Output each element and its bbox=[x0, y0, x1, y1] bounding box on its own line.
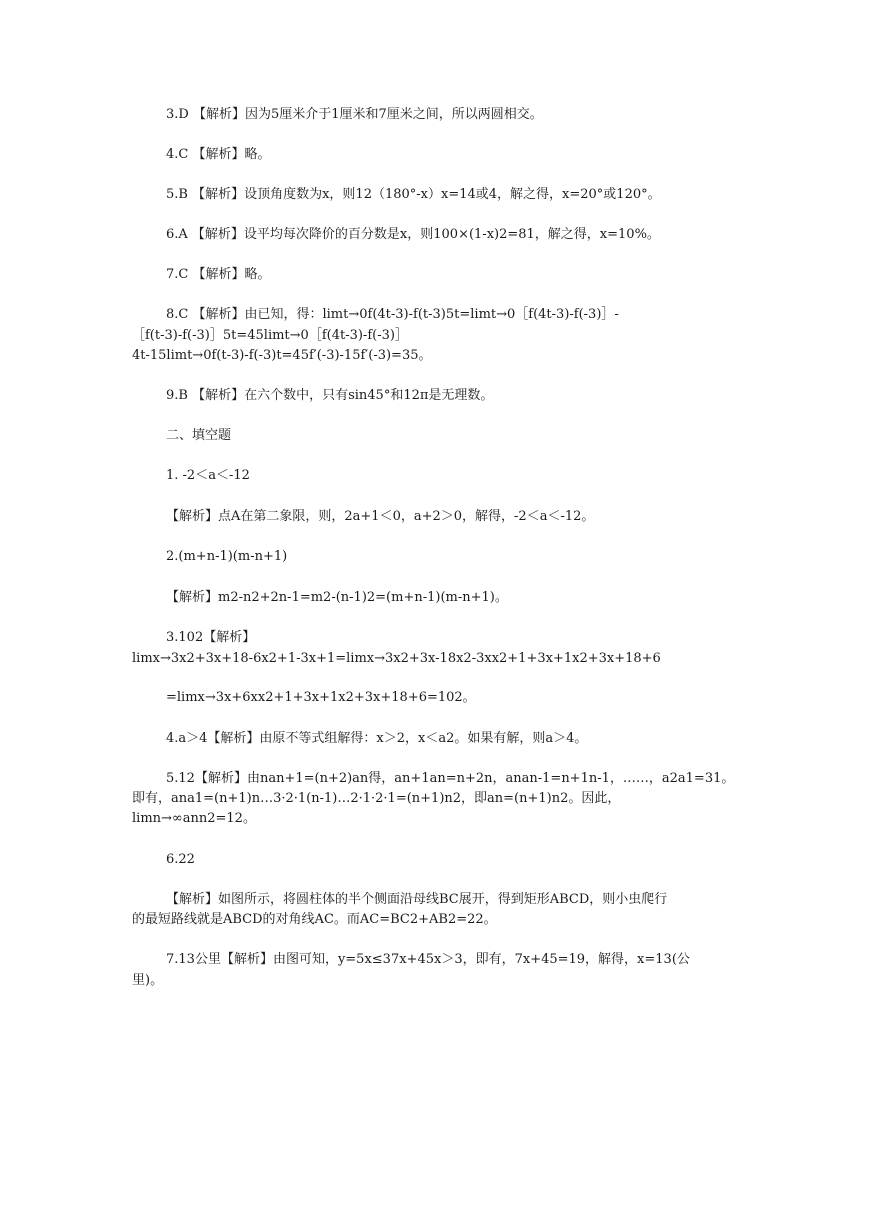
answer-3-choice: 3.D 【解析】因为5厘米介于1厘米和7厘米之间，所以两圆相交。 bbox=[166, 107, 543, 122]
fill-answer-7-line2: 里)。 bbox=[132, 973, 164, 988]
fill-answer-2: 2.(m+n-1)(m-n+1) bbox=[166, 549, 288, 564]
section-heading-fill-in: 二、填空题 bbox=[166, 428, 232, 443]
answer-7-choice: 7.C 【解析】略。 bbox=[166, 267, 271, 282]
answer-8-choice-line3: 4t-15limt→0f(t-3)-f(-3)t=45f′(-3)-15f′(-3)=35。 bbox=[132, 348, 432, 363]
fill-answer-4: 4.a＞4【解析】由原不等式组解得：x＞2，x＜a2。如果有解，则a＞4。 bbox=[166, 731, 588, 746]
answer-4-choice: 4.C 【解析】略。 bbox=[166, 147, 271, 162]
fill-answer-6: 6.22 bbox=[166, 852, 195, 867]
answer-9-choice: 9.B 【解析】在六个数中，只有sin45°和12π是无理数。 bbox=[166, 388, 494, 403]
fill-answer-3-line3: =limx→3x+6xx2+1+3x+1x2+3x+18+6=102。 bbox=[166, 690, 476, 705]
fill-answer-3-line2: limx→3x2+3x+18-6x2+1-3x+1=limx→3x2+3x-18x2-3xx2+1+3x+1x2+3x+18+6 bbox=[132, 651, 661, 666]
answer-5-choice: 5.B 【解析】设顶角度数为x，则12（180°-x）x=14或4，解之得，x=20°或120°。 bbox=[166, 187, 661, 202]
fill-answer-5-line1: 5.12【解析】由nan+1=(n+2)an得，an+1an=n+2n，anan-1=n+1n-1，……，a2a1=31。 bbox=[166, 771, 735, 786]
answer-8-choice-line2: ［f(t-3)-f(-3)］5t=45limt→0［f(4t-3)-f(-3)］ bbox=[132, 328, 408, 343]
fill-answer-5-line3: limn→∞ann2=12。 bbox=[132, 811, 256, 826]
fill-answer-1: 1. -2＜a＜-12 bbox=[166, 468, 250, 483]
fill-answer-1-analysis: 【解析】点A在第二象限，则，2a+1＜0，a+2＞0，解得，-2＜a＜-12。 bbox=[166, 509, 595, 524]
fill-answer-6-analysis-line2: 的最短路线就是ABCD的对角线AC。而AC=BC2+AB2=22。 bbox=[132, 912, 497, 927]
fill-answer-3: 3.102【解析】 bbox=[166, 630, 256, 645]
fill-answer-6-analysis-line1: 【解析】如图所示，将圆柱体的半个侧面沿母线BC展开，得到矩形ABCD，则小虫爬行 bbox=[166, 892, 668, 907]
answer-8-choice-line1: 8.C 【解析】由已知，得：limt→0f(4t-3)-f(t-3)5t=limt→0［f(4t-3)-f(-3)］- bbox=[166, 307, 619, 322]
answer-6-choice: 6.A 【解析】设平均每次降价的百分数是x，则100×(1-x)2=81，解之得，x=10%。 bbox=[166, 227, 660, 242]
fill-answer-5-line2: 即有，ana1=(n+1)n…3·2·1(n-1)…2·1·2·1=(n+1)n2，即an=(n+1)n2。因此， bbox=[132, 791, 621, 806]
fill-answer-2-analysis: 【解析】m2-n2+2n-1=m2-(n-1)2=(m+n-1)(m-n+1)。 bbox=[166, 590, 508, 605]
fill-answer-7-line1: 7.13公里【解析】由图可知，y=5x≤37x+45x＞3，即有，7x+45=19，解得，x=13(公 bbox=[166, 952, 690, 967]
